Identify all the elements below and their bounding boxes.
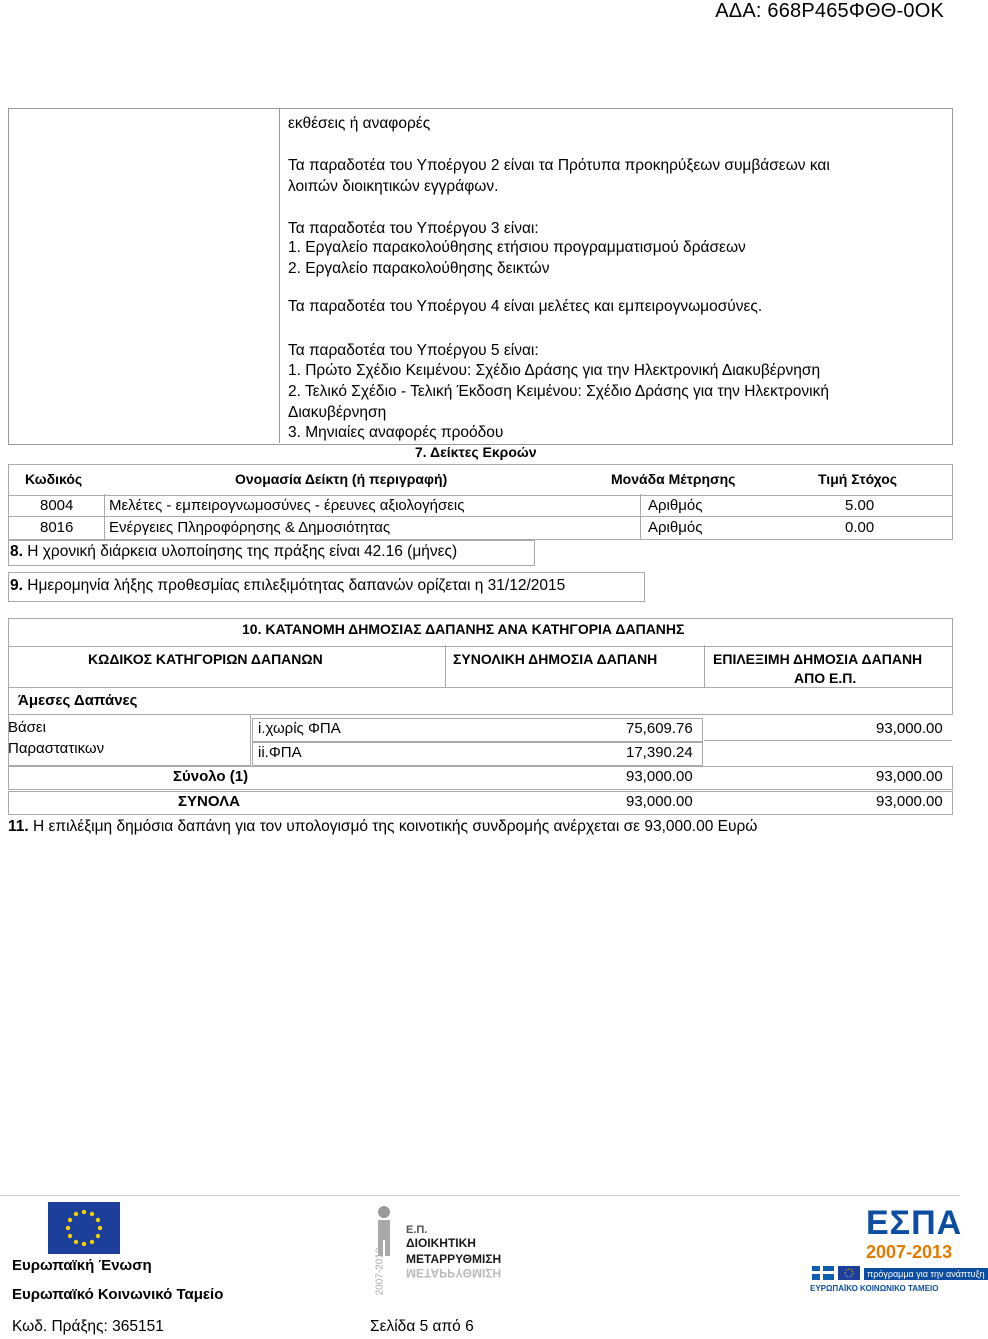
deadline-text	[10, 575, 565, 597]
row2-total: 17,390.24	[626, 744, 693, 761]
grand-total-total: 93,000.00	[626, 793, 693, 810]
eligible-note-number: 11.	[8, 818, 29, 835]
indicator-unit: Αριθμός	[648, 497, 703, 514]
budget-col-divider	[704, 645, 705, 687]
indicator-unit: Αριθμός	[648, 519, 703, 536]
espa-tagline: πρόγραμμα για την ανάπτυξη	[864, 1268, 988, 1280]
budget-title: 10. ΚΑΤΑΝΟΜΗ ΔΗΜΟΣΙΑΣ ΔΑΠΑΝΗΣ ΑΝΑ ΚΑΤΗΓΟΡΙΑ ΔΑΠΑΝΗΣ	[242, 621, 685, 637]
grand-total-eligible: 93,000.00	[876, 793, 943, 810]
direct-expenses-label: Άμεσες Δαπάνες	[18, 692, 138, 709]
row1-eligible-underline	[704, 740, 952, 741]
deliverables-line: εκθέσεις ή αναφορές	[288, 115, 431, 132]
eligible-note	[8, 816, 757, 838]
budget-col-eligible: ΕΠΙΛΕΞΙΜΗ ΔΗΜΟΣΙΑ ΔΑΠΑΝΗ	[713, 651, 923, 667]
col-indicator-name: Ονομασία Δείκτη (ή περιγραφή)	[235, 471, 448, 487]
budget-col-total: ΣΥΝΟΛΙΚΗ ΔΗΜΟΣΙΑ ΔΑΠΑΝΗ	[453, 651, 658, 667]
deadline-label: Ημερομηνία λήξης προθεσμίας επιλεξιμότητας δαπανών ορίζεται η 31/12/2015	[22, 577, 566, 594]
deliverables-line: Τα παραδοτέα του Υποέργου 3 είναι:	[288, 220, 539, 237]
deliverables-line: 2. Εργαλείο παρακολούθησης δεικτών	[288, 260, 550, 277]
indicator-target: 0.00	[845, 519, 875, 536]
page-number: Σελίδα 5 από 6	[370, 1318, 474, 1335]
eu-flag-icon	[48, 1202, 120, 1254]
grand-total-row	[8, 791, 953, 815]
deliverables-divider	[279, 108, 280, 443]
deliverables-line: 1. Πρώτο Σχέδιο Κειμένου: Σχέδιο Δράσης για την Ηλεκτρονική Διακυβέρνηση	[288, 362, 821, 379]
budget-col-eligible-2: ΑΠΟ Ε.Π.	[794, 670, 857, 686]
indicator-name: Μελέτες - εμπειρογνωμοσύνες - έρευνες αξιολογήσεις	[109, 497, 465, 514]
deliverables-line: 2. Τελικό Σχέδιο - Τελική Έκδοση Κειμένου: Σχέδιο Δράσης για την Ηλεκτρονική	[288, 383, 829, 400]
deliverables-line: Τα παραδοτέα του Υποέργου 2 είναι τα Πρότυπα προκηρύξεων συμβάσεων και	[288, 157, 830, 174]
row1-eligible: 93,000.00	[876, 720, 943, 737]
ep-logo-line1: Ε.Π.	[406, 1224, 428, 1236]
indicator-target: 5.00	[845, 497, 875, 514]
indicator-code: 8004	[40, 497, 74, 514]
subtotal-total: 93,000.00	[626, 768, 693, 785]
basis-label-1: Βάσει	[8, 719, 46, 736]
row1-total: 75,609.76	[626, 720, 693, 737]
indicators-header-row	[8, 464, 953, 496]
subtotal-row	[8, 766, 953, 790]
eu-fund-label: Ευρωπαϊκό Κοινωνικό Ταμείο	[12, 1286, 224, 1303]
duration-number: 8.	[10, 543, 23, 560]
deliverables-line: Τα παραδοτέα του Υποέργου 4 είναι μελέτες και εμπειρογνωμοσύνες.	[288, 298, 763, 315]
budget-basis-box	[8, 715, 251, 766]
basis-label-2: Παραστατικων	[8, 740, 105, 757]
deliverables-line: Τα παραδοτέα του Υποέργου 5 είναι:	[288, 342, 539, 359]
budget-col-divider	[445, 645, 446, 687]
col-divider	[104, 494, 105, 539]
duration-label: Η χρονική διάρκεια υλοποίησης της πράξης είναι 42.16 (μήνες)	[22, 543, 458, 560]
ep-logo-line3-reflection: ΜΕΤΑΡΡΥΘΜΙΣΗ	[406, 1266, 502, 1280]
ep-administrative-reform-logo	[370, 1202, 510, 1296]
footer-divider	[0, 1195, 960, 1196]
row2-label: ii.ΦΠΑ	[258, 744, 302, 761]
ada-code: ΑΔΑ: 668Ρ465ΦΘΘ-0ΟΚ	[715, 0, 944, 22]
eligible-note-text: Η επιλέξιμη δημόσια δαπάνη για τον υπολογισμό της κοινοτικής συνδρομής ανέρχεται σε 93,000.00 Ευρώ	[28, 818, 758, 835]
col-unit: Μονάδα Μέτρησης	[611, 471, 736, 487]
direct-expenses-row	[8, 688, 953, 715]
espa-logo	[808, 1204, 985, 1296]
subtotal-eligible: 93,000.00	[876, 768, 943, 785]
ep-logo-line2: ΔΙΟΙΚΗΤΙΚΗ	[406, 1236, 476, 1250]
duration-text	[10, 541, 457, 563]
indicator-name: Ενέργειες Πληροφόρησης & Δημοσιότητας	[109, 519, 391, 536]
grand-total-label: ΣΥΝΟΛΑ	[178, 793, 240, 810]
deliverables-line: Διακυβέρνηση	[288, 404, 387, 421]
project-code: Κωδ. Πράξης: 365151	[12, 1318, 164, 1335]
indicator-code: 8016	[40, 519, 74, 536]
ep-logo-line3: ΜΕΤΑΡΡΥΘΜΙΣΗ	[406, 1252, 502, 1266]
deliverables-line: λοιπών διοικητικών εγγράφων.	[288, 178, 499, 195]
col-target: Τιμή Στόχος	[818, 471, 898, 487]
subtotal-label: Σύνολο (1)	[173, 768, 249, 785]
deliverables-line: 1. Εργαλείο παρακολούθησης ετήσιου προγραμματισμού δράσεων	[288, 239, 746, 256]
espa-title: ΕΣΠΑ	[866, 1204, 963, 1242]
espa-fund: ΕΥΡΩΠΑΪΚΟ ΚΟΙΝΩΝΙΚΟ ΤΑΜΕΙΟ	[810, 1284, 939, 1293]
ep-years: 2007-2013	[374, 1247, 386, 1296]
espa-years: 2007-2013	[866, 1242, 953, 1262]
col-divider	[640, 494, 641, 539]
col-code: Κωδικός	[25, 471, 83, 487]
deliverables-line: 3. Μηνιαίες αναφορές προόδου	[288, 424, 504, 441]
eu-flag-logo	[48, 1202, 120, 1254]
row1-label: i.χωρίς ΦΠΑ	[258, 720, 341, 737]
budget-col-category: ΚΩΔΙΚΟΣ ΚΑΤΗΓΟΡΙΩΝ ΔΑΠΑΝΩΝ	[88, 651, 323, 667]
indicators-title: 7. Δείκτες Εκροών	[415, 444, 537, 460]
eu-union-label: Ευρωπαϊκή Ένωση	[12, 1257, 152, 1274]
deadline-number: 9.	[10, 577, 23, 594]
